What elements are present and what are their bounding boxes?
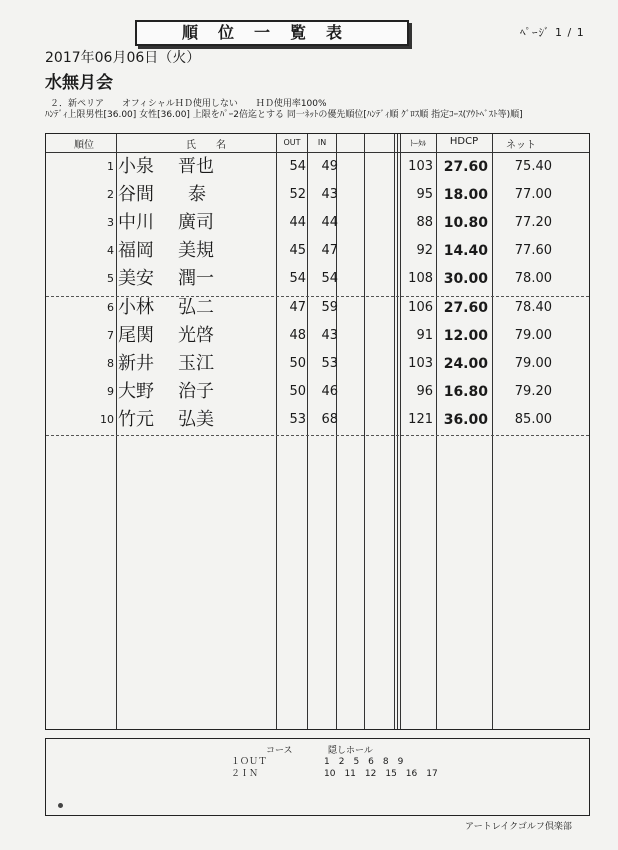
event-date: 2017年06月06日（火） — [45, 50, 201, 66]
ranking-table — [45, 133, 590, 730]
given-name-cell: 光啓 — [178, 325, 214, 346]
competition-name: 水無月会 — [45, 73, 113, 93]
rank-cell: 5 — [107, 272, 114, 285]
rank-cell: 2 — [107, 188, 114, 201]
net-score-cell: 79.00 — [514, 356, 552, 371]
surname-cell: 尾関 — [118, 325, 154, 346]
total-score-cell: 106 — [408, 300, 433, 315]
page-title: 順位一覧表 — [135, 20, 409, 46]
out-score-cell: 54 — [289, 159, 306, 174]
hdcp-cell: 24.00 — [443, 356, 488, 372]
surname-cell: 新井 — [118, 353, 154, 374]
surname-cell: 美安 — [118, 268, 154, 289]
hdcp-cell: 27.60 — [443, 300, 488, 316]
table-row — [46, 406, 589, 434]
group-separator — [46, 435, 589, 436]
hidden-holes-box — [45, 738, 590, 816]
out-score-cell: 50 — [289, 384, 306, 399]
total-score-cell: 92 — [416, 243, 433, 258]
given-name-cell: 潤一 — [178, 268, 214, 289]
out-score-cell: 50 — [289, 356, 306, 371]
in-score-cell: 46 — [321, 384, 338, 399]
out-score-cell: 48 — [289, 328, 306, 343]
surname-cell: 中川 — [118, 212, 154, 233]
table-row — [46, 181, 589, 209]
net-score-cell: 78.00 — [514, 271, 552, 286]
club-name: アートレイクゴルフ倶楽部 — [465, 822, 572, 832]
in-score-cell: 43 — [321, 328, 338, 343]
net-score-cell: 78.40 — [514, 300, 552, 315]
total-score-cell: 103 — [408, 159, 433, 174]
table-row — [46, 265, 589, 293]
hdcp-cell: 10.80 — [443, 215, 488, 231]
header-out: OUT — [283, 138, 301, 147]
rank-cell: 9 — [107, 385, 114, 398]
header-rank: 順位 — [74, 140, 94, 151]
in-score-cell: 43 — [321, 187, 338, 202]
hdcp-cell: 36.00 — [443, 412, 488, 428]
hdcp-cell: 12.00 — [443, 328, 488, 344]
hdcp-cell: 27.60 — [443, 159, 488, 175]
rank-cell: 10 — [100, 413, 114, 426]
out-score-cell: 45 — [289, 243, 306, 258]
net-score-cell: 77.00 — [514, 187, 552, 202]
surname-cell: 谷間 — [118, 184, 154, 205]
given-name-cell: 泰 — [188, 184, 206, 205]
rank-cell: 6 — [107, 301, 114, 314]
given-name-cell: 弘美 — [178, 409, 214, 430]
out-score-cell: 52 — [289, 187, 306, 202]
total-score-cell: 95 — [416, 187, 433, 202]
table-row — [46, 350, 589, 378]
total-score-cell: 121 — [408, 412, 433, 427]
in-score-cell: 54 — [321, 271, 338, 286]
header-in: IN — [317, 138, 327, 147]
handicap-rule: ﾊﾝﾃﾞｨ上限男性[36.00] 女性[36.00] 上限をﾊﾟｰ2倍迄とする 同一ﾈｯﾄの優先順位[ﾊﾝﾃﾞｨ順 ｸﾞﾛｽ順 指定ｺｰｽ(ｱｳﾄﾍﾞｽﾄ等)順] — [45, 110, 523, 120]
course-name: ２ＩＮ — [231, 769, 259, 779]
in-score-cell: 68 — [321, 412, 338, 427]
in-score-cell: 53 — [321, 356, 338, 371]
in-score-cell: 44 — [321, 215, 338, 230]
hidden-hole-list: 1 2 5 6 8 9 — [324, 757, 404, 767]
rank-cell: 3 — [107, 216, 114, 229]
out-score-cell: 53 — [289, 412, 306, 427]
net-score-cell: 79.20 — [514, 384, 552, 399]
course-name: １ＯＵＴ — [231, 757, 268, 767]
given-name-cell: 美規 — [178, 240, 214, 261]
surname-cell: 竹元 — [118, 409, 154, 430]
rank-cell: 1 — [107, 160, 114, 173]
given-name-cell: 玉江 — [178, 353, 214, 374]
total-score-cell: 96 — [416, 384, 433, 399]
table-row — [46, 322, 589, 350]
given-name-cell: 廣司 — [178, 212, 214, 233]
hdcp-cell: 16.80 — [443, 384, 488, 400]
in-score-cell: 59 — [321, 300, 338, 315]
table-row — [46, 237, 589, 265]
out-score-cell: 54 — [289, 271, 306, 286]
header-net: ネット — [506, 140, 536, 151]
net-score-cell: 77.60 — [514, 243, 552, 258]
surname-cell: 小泉 — [118, 156, 154, 177]
total-score-cell: 108 — [408, 271, 433, 286]
given-name-cell: 治子 — [178, 381, 214, 402]
net-score-cell: 79.00 — [514, 328, 552, 343]
header-total: ﾄｰﾀﾙ — [410, 139, 426, 148]
scoring-conditions: ２．新ペリア オフィシャルＨＤ使用しない ＨＤ使用率100% — [50, 99, 327, 109]
table-row — [46, 209, 589, 237]
out-score-cell: 44 — [289, 215, 306, 230]
hdcp-cell: 30.00 — [443, 271, 488, 287]
surname-cell: 福岡 — [118, 240, 154, 261]
surname-cell: 大野 — [118, 381, 154, 402]
given-name-cell: 弘二 — [178, 297, 214, 318]
hidden-holes-label: 隠しホール — [328, 746, 373, 756]
given-name-cell: 晋也 — [178, 156, 214, 177]
total-score-cell: 103 — [408, 356, 433, 371]
hdcp-cell: 18.00 — [443, 187, 488, 203]
table-row — [46, 153, 589, 181]
rank-cell: 4 — [107, 244, 114, 257]
page-number: ﾍﾟｰｼﾞ 1 / 1 — [520, 26, 585, 39]
header-name: 氏 名 — [186, 140, 226, 151]
net-score-cell: 77.20 — [514, 215, 552, 230]
in-score-cell: 47 — [321, 243, 338, 258]
rank-cell: 8 — [107, 357, 114, 370]
course-label: コース — [266, 746, 293, 756]
out-score-cell: 47 — [289, 300, 306, 315]
hdcp-cell: 14.40 — [443, 243, 488, 259]
header-hdcp: HDCP — [449, 136, 479, 147]
hidden-hole-list: 10 11 12 15 16 17 — [324, 769, 438, 779]
punch-hole-dot — [58, 803, 63, 808]
net-score-cell: 75.40 — [514, 159, 552, 174]
rank-cell: 7 — [107, 329, 114, 342]
in-score-cell: 49 — [321, 159, 338, 174]
table-row — [46, 378, 589, 406]
surname-cell: 小林 — [118, 297, 154, 318]
net-score-cell: 85.00 — [514, 412, 552, 427]
total-score-cell: 91 — [416, 328, 433, 343]
total-score-cell: 88 — [416, 215, 433, 230]
table-row — [46, 294, 589, 322]
